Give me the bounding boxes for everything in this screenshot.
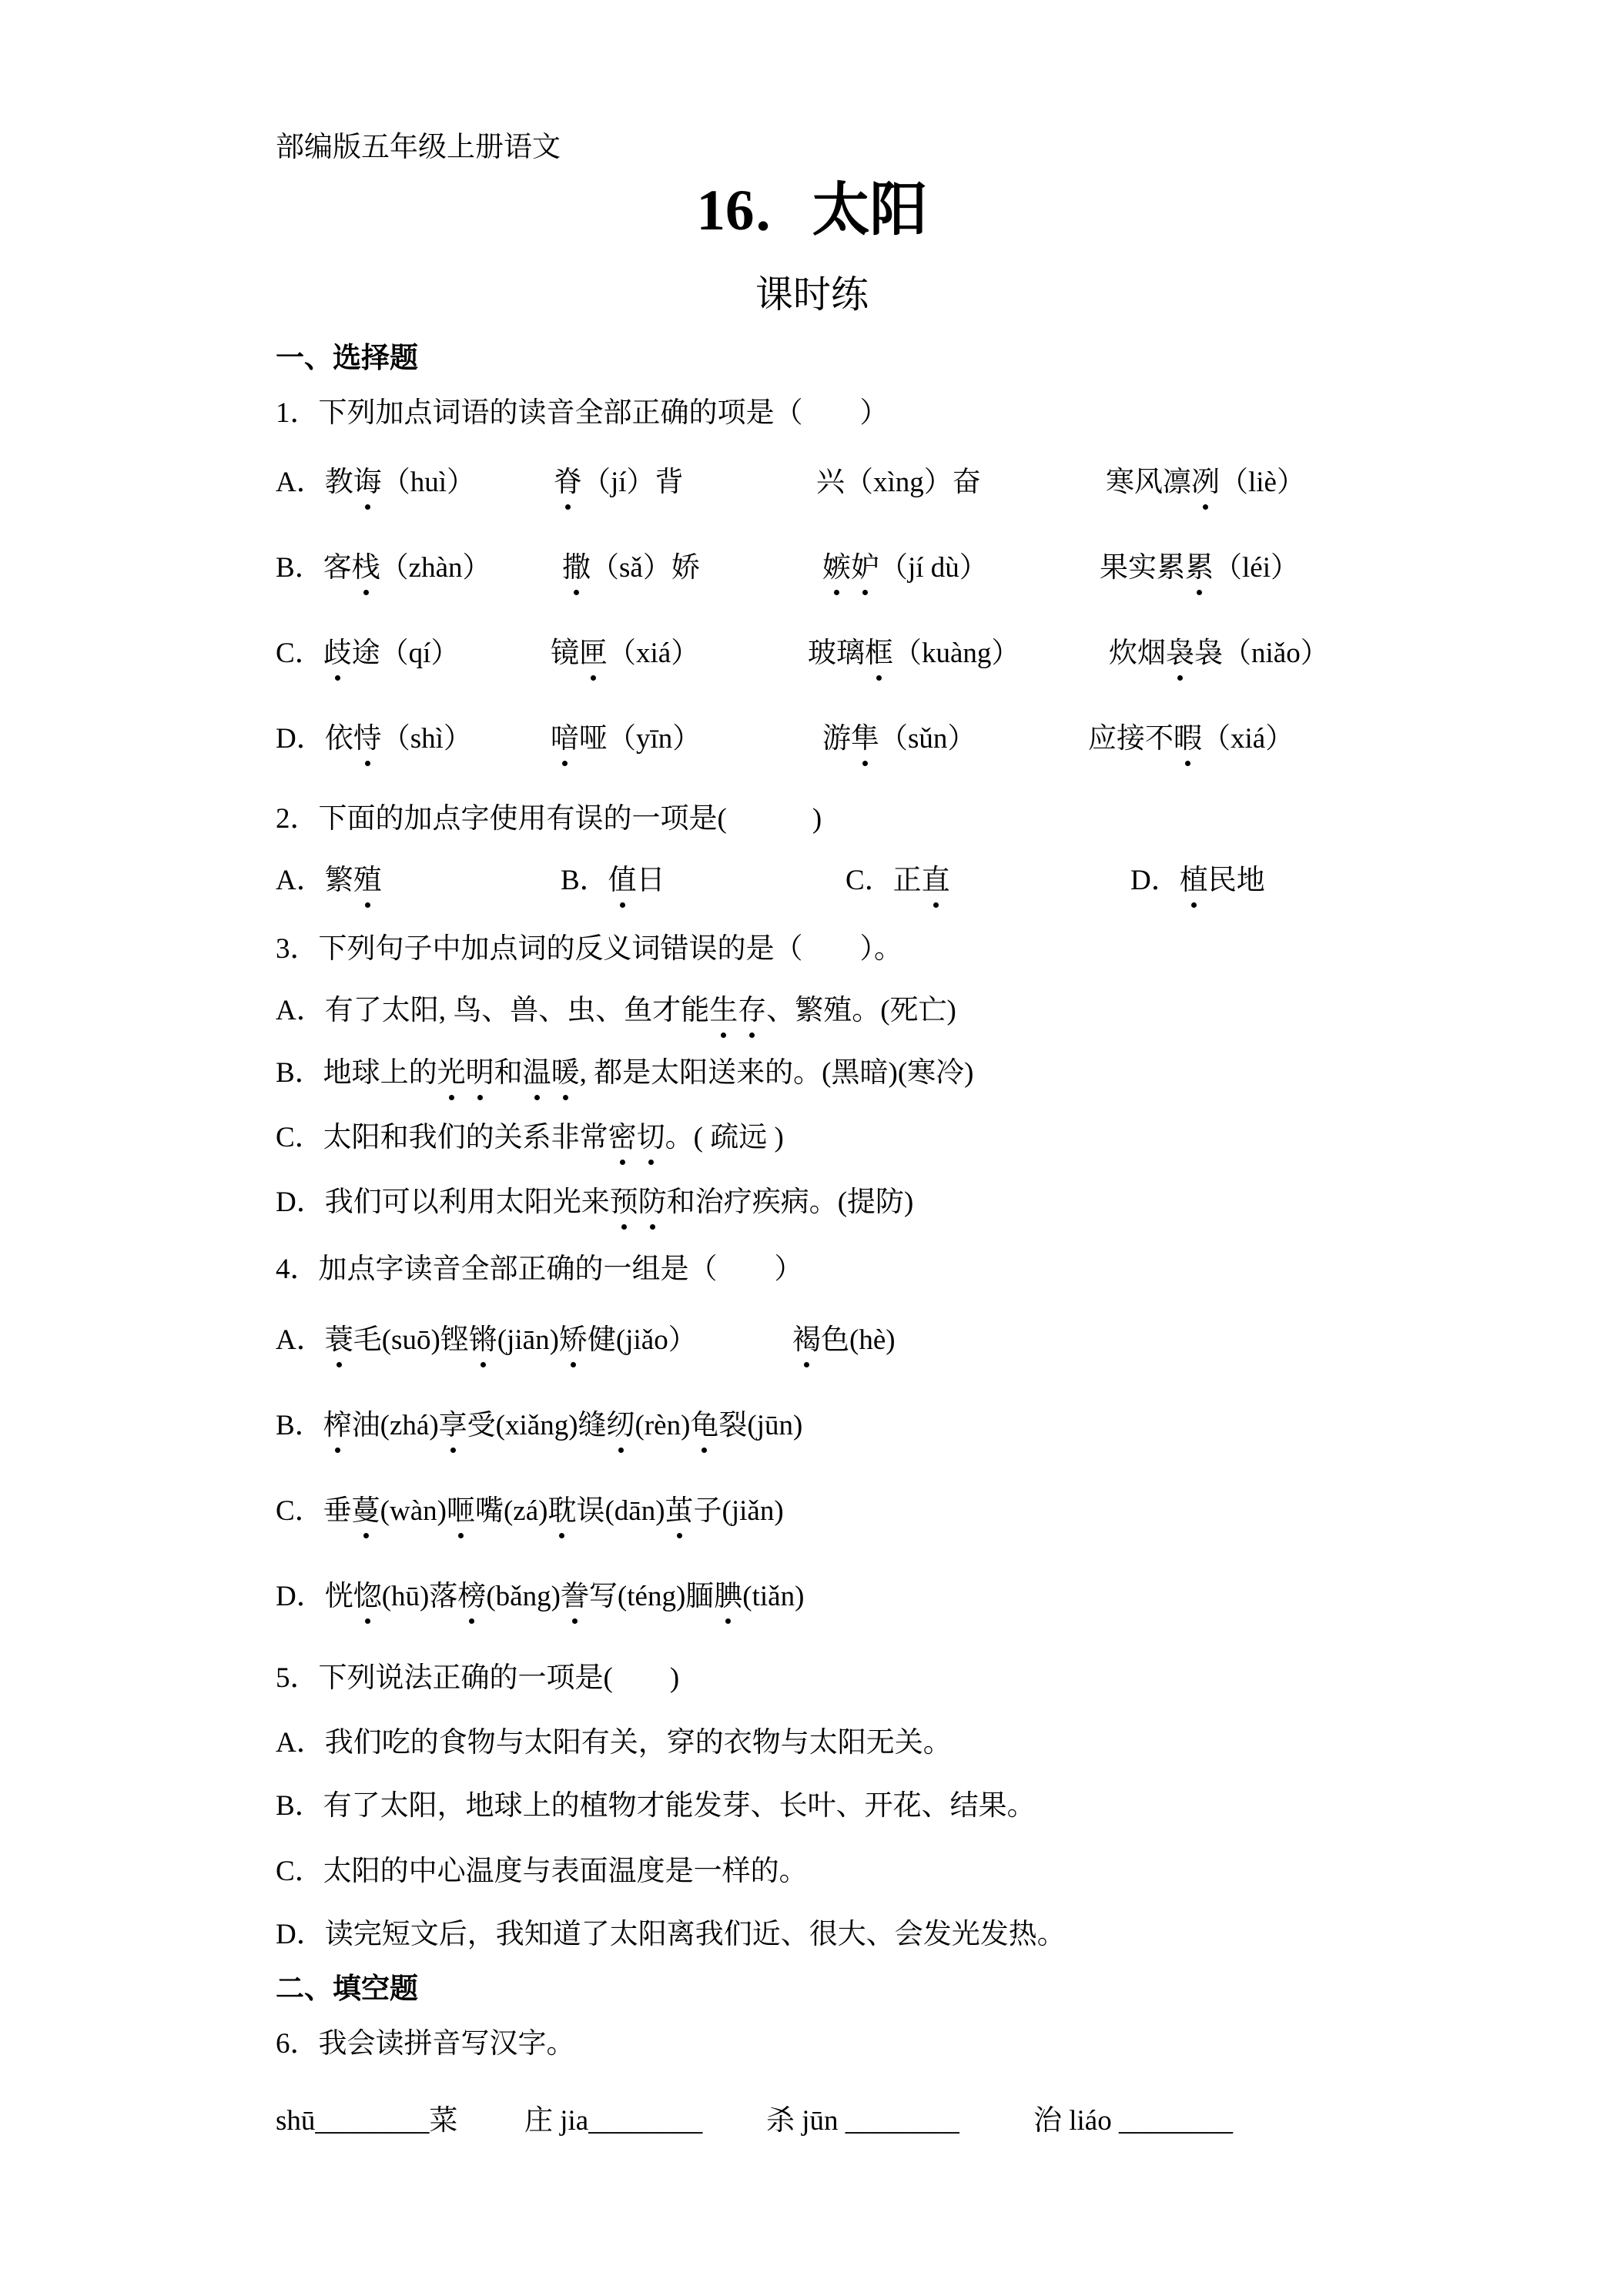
- q1-option-a-word-2: 脊（jí）背: [554, 467, 684, 498]
- q3-option-a: A．有了太阳, 鸟、兽、虫、鱼才能生存、繁殖。(死亡): [276, 995, 956, 1026]
- emphasis-dot: [725, 1618, 731, 1624]
- q4-option-a-extra: 褐色(hè): [792, 1324, 896, 1356]
- emphasis-dot: [804, 1362, 809, 1367]
- emphasis-dot: [365, 504, 370, 510]
- question-1-stem: 1．下列加点词语的读音全部正确的项是（ ）: [276, 397, 889, 429]
- q4-option-a: A．蓑毛(suō)铿锵(jiān)矫健(jiǎo）: [276, 1324, 697, 1356]
- q1-option-d-word-2: 喑哑（yīn）: [551, 723, 702, 755]
- emphasis-dot: [571, 1362, 576, 1367]
- emphasis-dot: [574, 590, 579, 595]
- q1-option-b-word-2: 撒（sǎ）娇: [562, 552, 700, 584]
- emphasis-dot: [862, 761, 868, 766]
- q3-option-d: D．我们可以利用太阳光来预防和治疗疾病。(提防): [276, 1186, 914, 1218]
- section-heading-multiple-choice: 一、选择题: [276, 343, 418, 374]
- emphasis-dot: [363, 1533, 369, 1538]
- q3-option-b: B．地球上的光明和温暖, 都是太阳送来的。(黑暗)(寒冷): [276, 1057, 974, 1089]
- q1-option-d-word-1: D．依恃（shì）: [276, 723, 472, 755]
- q1-option-b-word-1: B．客栈（zhàn）: [276, 552, 491, 584]
- emphasis-dot: [559, 1533, 564, 1538]
- question-6-stem: 6．我会读拼音写汉字。: [276, 2028, 575, 2060]
- q4-option-b: B．榨油(zhá)享受(xiǎng)缝纫(rèn)龟裂(jūn): [276, 1410, 803, 1441]
- q6-blank-4: 治 liáo ________: [1033, 2105, 1233, 2137]
- emphasis-dot: [481, 1362, 486, 1367]
- emphasis-dot: [620, 902, 625, 908]
- q6-blank-1: shū________菜: [276, 2105, 458, 2137]
- q6-blank-2: 庄 jia________: [524, 2105, 703, 2137]
- emphasis-dot: [648, 1160, 654, 1165]
- q2-option-c: C．正直: [845, 865, 950, 896]
- emphasis-dot: [621, 1224, 627, 1230]
- q6-blank-3: 杀 jūn ________: [766, 2105, 959, 2137]
- lesson-title: 16．太阳: [696, 179, 928, 243]
- emphasis-dot: [749, 1033, 755, 1038]
- q1-option-a-word-1: A．教诲（huì）: [276, 467, 475, 498]
- q2-option-a: A．繁殖: [276, 865, 382, 896]
- q2-option-b: B．值日: [561, 865, 665, 896]
- q2-option-d: D．植民地: [1130, 865, 1265, 896]
- q1-option-a-word-3: 兴（xìng）奋: [816, 467, 981, 498]
- emphasis-dot: [534, 1095, 540, 1100]
- emphasis-dot: [477, 1095, 483, 1100]
- emphasis-dot: [1197, 590, 1202, 595]
- emphasis-dot: [1191, 902, 1197, 908]
- q5-option-b: B．有了太阳，地球上的植物才能发芽、长叶、开花、结果。: [276, 1790, 1036, 1822]
- emphasis-dot: [365, 902, 370, 908]
- emphasis-dot: [618, 1448, 624, 1453]
- question-3-stem: 3．下列句子中加点词的反义词错误的是（ ）。: [276, 933, 902, 965]
- q5-option-c: C．太阳的中心温度与表面温度是一样的。: [276, 1856, 808, 1887]
- q1-option-c-word-1: C．歧途（qí）: [276, 638, 460, 669]
- emphasis-dot: [591, 675, 596, 681]
- emphasis-dot: [1185, 761, 1190, 766]
- emphasis-dot: [469, 1618, 474, 1624]
- q4-option-d: D．恍惚(hū)落榜(bǎng)誊写(téng)腼腆(tiǎn): [276, 1581, 805, 1612]
- q1-option-d-word-3: 游隼（sǔn）: [822, 723, 976, 755]
- emphasis-dot: [337, 1362, 342, 1367]
- q1-option-b-word-3: 嫉妒（jí dù）: [822, 552, 988, 584]
- emphasis-dot: [1203, 504, 1208, 510]
- question-4-stem: 4．加点字读音全部正确的一组是（ ）: [276, 1253, 803, 1285]
- emphasis-dot: [1177, 675, 1183, 681]
- emphasis-dot: [565, 504, 571, 510]
- emphasis-dot: [620, 1160, 625, 1165]
- worksheet-subtitle: 课时练: [755, 273, 869, 316]
- question-2-stem: 2．下面的加点字使用有误的一项是( ): [276, 803, 822, 835]
- emphasis-dot: [563, 1095, 568, 1100]
- q1-option-c-word-4: 炊烟袅袅（niǎo）: [1109, 638, 1329, 669]
- emphasis-dot: [458, 1533, 464, 1538]
- emphasis-dot: [862, 590, 868, 595]
- q5-option-d: D．读完短文后，我知道了太阳离我们近、很大、会发光发热。: [276, 1919, 1066, 1950]
- q1-option-d-word-4: 应接不暇（xiá）: [1088, 723, 1294, 755]
- q3-option-c: C．太阳和我们的关系非常密切。( 疏远 ): [276, 1122, 784, 1153]
- q1-option-b-word-4: 果实累累（léi）: [1100, 552, 1299, 584]
- q1-option-a-word-4: 寒风凛冽（liè）: [1106, 467, 1305, 498]
- emphasis-dot: [933, 902, 939, 908]
- q5-option-a: A．我们吃的食物与太阳有关，穿的衣物与太阳无关。: [276, 1727, 952, 1759]
- emphasis-dot: [335, 1448, 340, 1453]
- emphasis-dot: [572, 1618, 578, 1624]
- emphasis-dot: [650, 1224, 655, 1230]
- emphasis-dot: [335, 675, 340, 681]
- emphasis-dot: [365, 761, 370, 766]
- emphasis-dot: [365, 1618, 370, 1624]
- emphasis-dot: [450, 1448, 456, 1453]
- q4-option-c: C．垂蔓(wàn)咂嘴(zá)耽误(dān)茧子(jiǎn): [276, 1495, 784, 1527]
- textbook-label: 部编版五年级上册语文: [276, 132, 561, 163]
- section-heading-fill-in: 二、填空题: [276, 1973, 418, 2005]
- emphasis-dot: [876, 675, 882, 681]
- emphasis-dot: [363, 590, 369, 595]
- q1-option-c-word-3: 玻璃框（kuàng）: [808, 638, 1020, 669]
- emphasis-dot: [702, 1448, 707, 1453]
- emphasis-dot: [449, 1095, 454, 1100]
- emphasis-dot: [834, 590, 839, 595]
- emphasis-dot: [721, 1033, 726, 1038]
- q1-option-c-word-2: 镜匣（xiá）: [551, 638, 700, 669]
- question-5-stem: 5．下列说法正确的一项是( ): [276, 1662, 680, 1694]
- emphasis-dot: [562, 761, 568, 766]
- emphasis-dot: [677, 1533, 682, 1538]
